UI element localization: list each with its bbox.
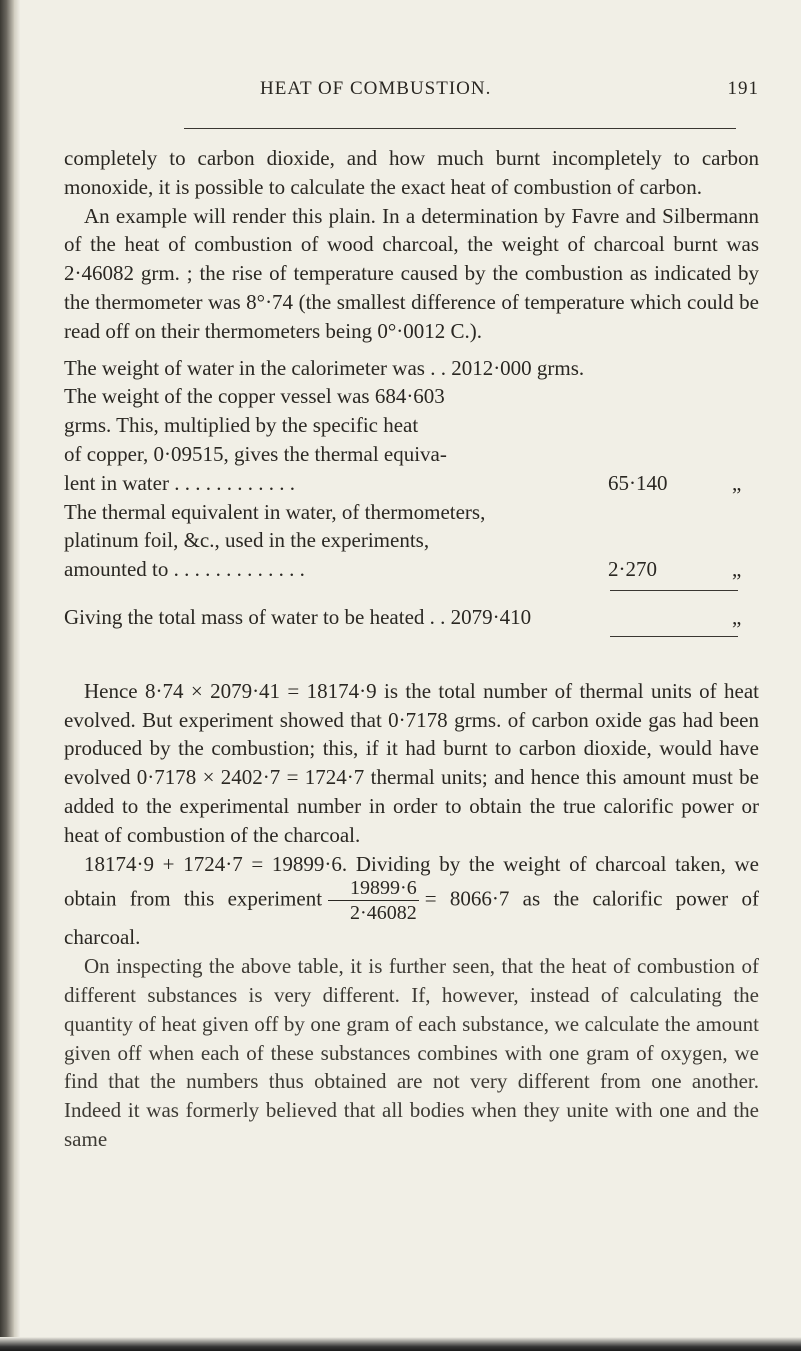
calc-row <box>64 526 759 555</box>
calc-row <box>64 555 759 584</box>
running-title: HEAT OF COMBUSTION. <box>260 78 492 99</box>
calculation-table <box>64 354 759 637</box>
paragraph-2: An example will render this plain. In a determination by Favre and Silbermann of the heat of combustion of wood charcoal, the weight of charcoal burnt was 2·46082 grm. ; the rise of temperature caused by the combustion as indicated by the thermometer was 8°·74 (the smallest difference of temperature which could be read off on their thermometers being 0°·0012 C.). <box>64 203 759 343</box>
calc-label: The weight of the copper vessel was 684·603 <box>64 384 445 409</box>
calc-row <box>64 440 759 469</box>
paragraph-5: On inspecting the above table, it is further seen, that the heat of combustion of different substances is very different. If, however, instead of calculating the quantity of heat given off by one gram of each substance, we calculate the amount given off when each of these substances combines with one gram of oxygen, we find that the numbers thus obtained are not very different from one another. Indeed it was formerly believed that all bodies when they unite with one and the same <box>64 954 759 1151</box>
running-head <box>64 78 759 106</box>
calc-label: lent in water . . . . . . . . . . . . <box>64 470 295 495</box>
paragraph-4 <box>64 850 759 953</box>
paragraph-3: Hence 8·74 × 2079·41 = 18174·9 is the total number of thermal units of heat evolved. But experiment showed that 0·7178 grms. of carbon oxide gas had been produced by the combustion; this, if it had burnt to carbon dioxide, would have evolved 0·7178 × 2402·7 = 1724·7 thermal units; and hence this amount must be added to the experimental number in order to obtain the true calorific power or heat of combustion of the charcoal. <box>64 678 759 847</box>
ditto-mark: „ <box>732 557 742 582</box>
paragraph-4-tail: = 8066·7 as the calorific power of charcoal. <box>64 886 759 950</box>
sum-rule <box>610 590 738 591</box>
calc-label: The weight of water in the calorimeter was . . 2012·000 grms. <box>64 355 585 380</box>
calc-label: of copper, 0·09515, gives the thermal equiva- <box>64 441 447 466</box>
total-rule <box>610 636 738 637</box>
calc-value: 2·270 <box>608 557 657 582</box>
calc-label: grms. This, multiplied by the specific heat <box>64 413 419 438</box>
calc-row <box>64 498 759 527</box>
book-page <box>64 0 759 1330</box>
header-rule <box>184 128 736 129</box>
paragraph-4-lead: 18174·9 + 1724·7 = 19899·6. Dividing by the weight of charcoal taken, we obtain from this experiment <box>64 851 759 911</box>
fraction-numerator: 19899·6 <box>328 878 419 901</box>
paragraph-1: completely to carbon dioxide, and how much burnt incompletely to carbon monoxide, it is possible to calculate the exact heat of combustion of carbon. <box>64 146 759 199</box>
page-bottom-edge <box>0 1337 801 1351</box>
ditto-mark: „ <box>732 604 742 629</box>
calc-row <box>64 354 759 383</box>
calc-label: amounted to . . . . . . . . . . . . . <box>64 557 305 582</box>
calc-row <box>64 469 759 498</box>
body-text <box>64 144 759 1154</box>
calc-value: 65·140 <box>608 470 668 495</box>
calc-label: The thermal equivalent in water, of thermometers, <box>64 499 486 524</box>
calc-row <box>64 382 759 411</box>
gutter-shade <box>14 0 20 1351</box>
calc-total-row <box>64 603 759 632</box>
page-number: 191 <box>727 78 759 99</box>
calc-label: platinum foil, &c., used in the experiments, <box>64 528 430 553</box>
ditto-mark: „ <box>732 470 742 495</box>
fraction <box>328 878 419 923</box>
book-binding-shadow <box>0 0 14 1351</box>
calc-row <box>64 411 759 440</box>
fraction-denominator: 2·46082 <box>350 902 417 925</box>
calc-total-label: Giving the total mass of water to be heated . . 2079·410 <box>64 604 532 629</box>
